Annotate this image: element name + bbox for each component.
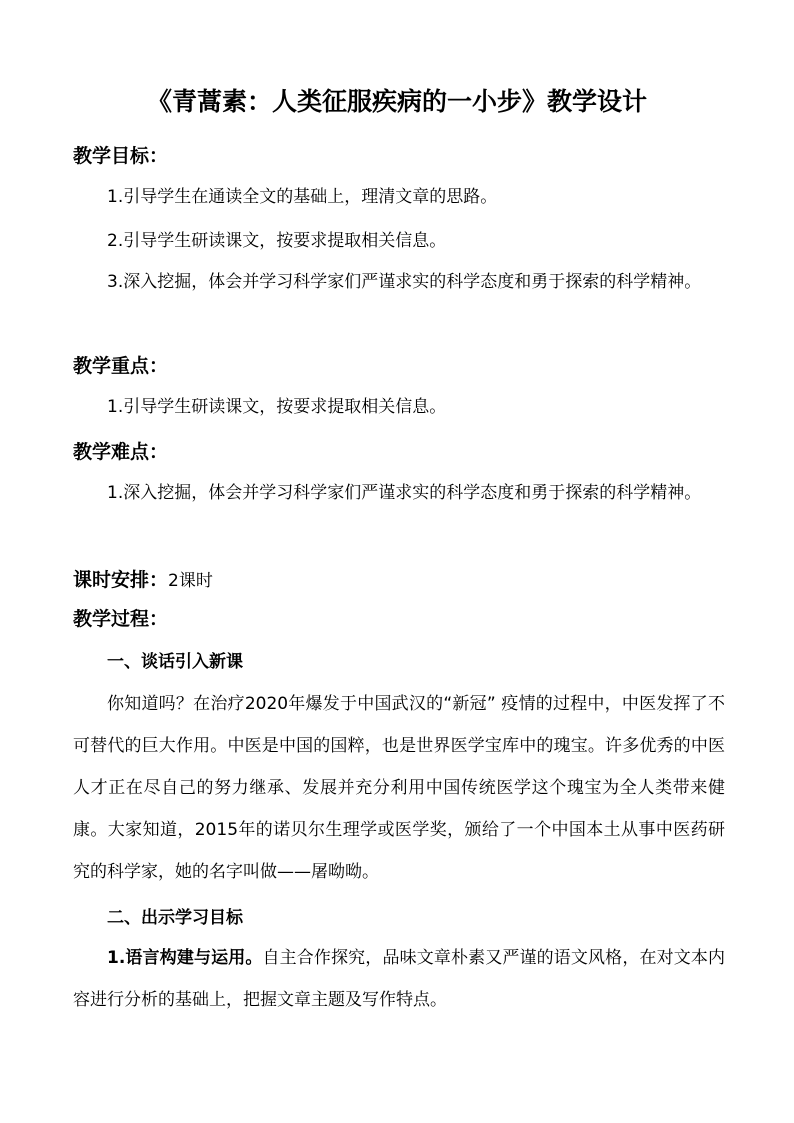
key-point-item-1: 1.引导学生研读课文，按要求提取相关信息。 bbox=[107, 397, 447, 417]
document-title: 《青蒿素：人类征服疾病的一小步》教学设计 bbox=[146, 87, 647, 116]
process-heading: 教学过程： bbox=[73, 608, 169, 630]
difficulty-item-1: 1.深入挖掘，体会并学习科学家们严谨求实的科学态度和勇于探索的科学精神。 bbox=[107, 483, 702, 503]
objectives-heading: 教学目标： bbox=[73, 145, 169, 167]
section1-heading: 一、谈话引入新课 bbox=[107, 652, 243, 672]
schedule-value: 2课时 bbox=[168, 571, 213, 591]
key-points-heading: 教学重点： bbox=[73, 355, 169, 377]
objective-item-2: 2.引导学生研读课文，按要求提取相关信息。 bbox=[107, 231, 447, 251]
objective-item-1: 1.引导学生在通读全文的基础上，理清文章的思路。 bbox=[107, 187, 498, 207]
section1-paragraph: 你知道吗？在治疗2020年爆发于中国武汉的“新冠” 疫情的过程中，中医发挥了不可替代的巨大作用。中医是中国的国粹，也是世界医学宝库中的瑰宝。许多优秀的中医人才正在尽自己的努力继承、发展并充分利用中国传统医学这个瑰宝为全人类带来健康。大家知道，2015年的诺贝尔生理学或医学奖，颁给了一个中国本土从事中医药研究的科学家，她的名字叫做——屠呦呦。 bbox=[73, 694, 725, 882]
objective-item-3: 3.深入挖掘，体会并学习科学家们严谨求实的科学态度和勇于探索的科学精神。 bbox=[107, 272, 702, 292]
difficulties-heading: 教学难点： bbox=[73, 441, 169, 463]
schedule-line bbox=[73, 566, 213, 595]
section2-item-1 bbox=[73, 937, 725, 1021]
section2-heading: 二、出示学习目标 bbox=[107, 908, 243, 928]
section2-item1-lead: 1.语言构建与运用。 bbox=[107, 948, 263, 968]
section2-item1-text: 自主合作探究，品味文章朴素又严谨的语文风格，在对文本内容进行分析的基础上，把握文章主题及写作特点。 bbox=[73, 948, 725, 1010]
schedule-heading: 课时安排： bbox=[73, 569, 169, 591]
